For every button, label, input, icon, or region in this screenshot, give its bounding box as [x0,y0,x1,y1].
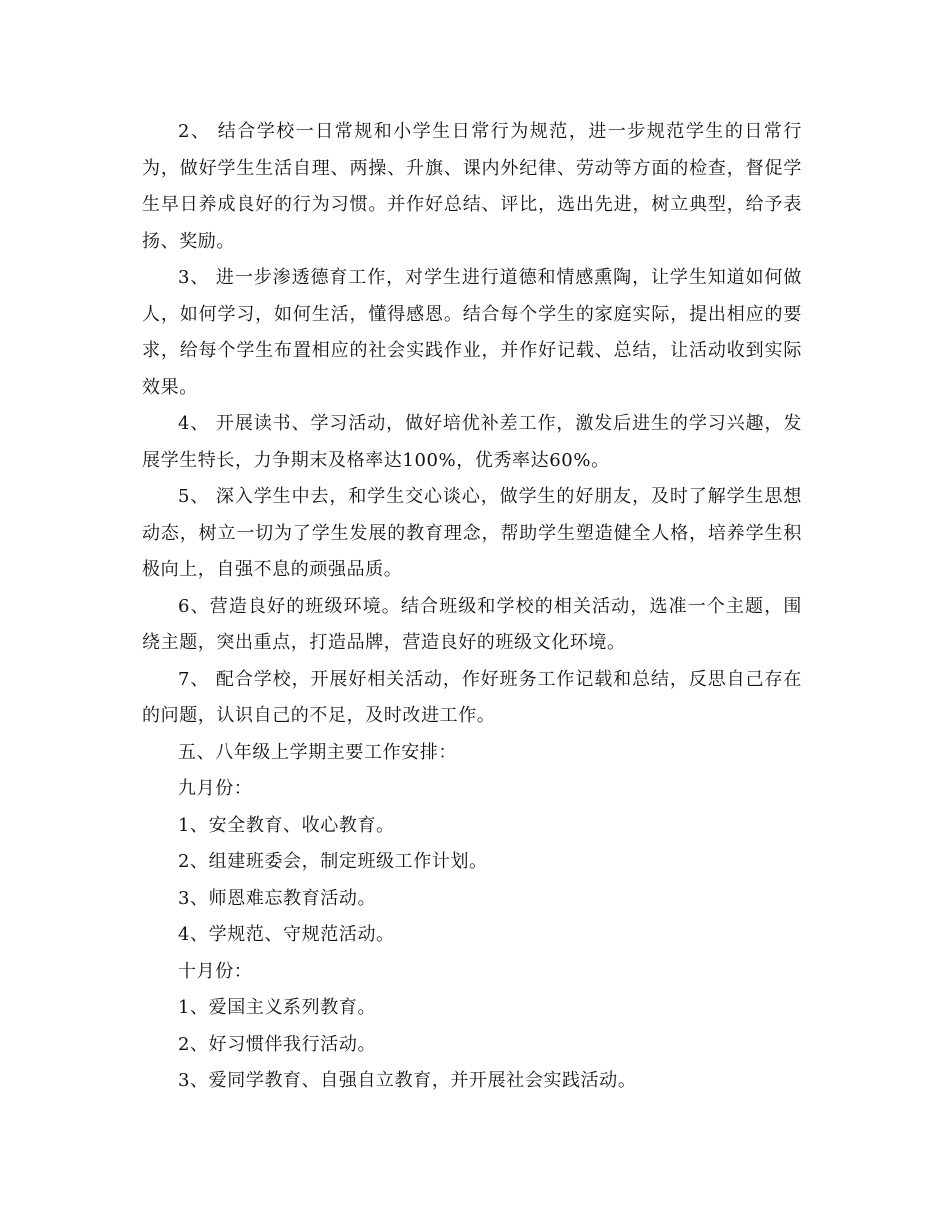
paragraph-item-3: 3、 进一步渗透德育工作，对学生进行道德和情感熏陶，让学生知道如何做人，如何学习，如何生活，懂得感恩。结合每个学生的家庭实际，提出相应的要求，给每个学生布置相应的社会实践作业，并作好记载、总结，让活动收到实际效果。 [142,267,802,398]
document-body [142,114,802,1100]
october-item-2: 2、好习惯伴我行活动。 [178,1033,377,1055]
september-item-3: 3、师恩难忘教育活动。 [178,887,377,909]
paragraph-item-6: 6、营造良好的班级环境。结合班级和学校的相关活动，选准一个主题，围绕主题，突出重点，打造品牌，营造良好的班级文化环境。 [142,595,802,653]
september-item-1: 1、安全教育、收心教育。 [178,814,395,836]
month-heading-october: 十月份： [178,960,253,982]
paragraph-item-5: 5、 深入学生中去，和学生交心谈心，做学生的好朋友，及时了解学生思想动态，树立一切为了学生发展的教育理念，帮助学生塑造健全人格，培养学生积极向上，自强不息的顽强品质。 [142,486,802,580]
month-heading-september: 九月份： [178,778,253,799]
paragraph-item-2: 2、 结合学校一日常规和小学生日常行为规范，进一步规范学生的日常行为，做好学生生活自理、两操、升旗、课内外纪律、劳动等方面的检查，督促学生早日养成良好的行为习惯。并作好总结、评比，选出先进，树立典型，给予表扬、奖励。 [142,121,802,252]
october-item-3: 3、爱同学教育、自强自立教育，并开展社会实践活动。 [178,1070,637,1091]
october-item-1: 1、爱国主义系列教育。 [178,997,377,1018]
september-item-4: 4、学规范、守规范活动。 [178,924,395,945]
september-item-2: 2、组建班委会，制定班级工作计划。 [178,851,488,872]
paragraph-item-7: 7、 配合学校，开展好相关活动，作好班务工作记载和总结，反思自己存在的问题，认识自己的不足，及时改进工作。 [142,668,802,726]
section-heading-work-plan: 五、八年级上学期主要工作安排： [178,741,457,763]
paragraph-item-4: 4、 开展读书、学习活动，做好培优补差工作，激发后进生的学习兴趣，发展学生特长，力争期末及格率达100%，优秀率达60%。 [142,413,802,471]
